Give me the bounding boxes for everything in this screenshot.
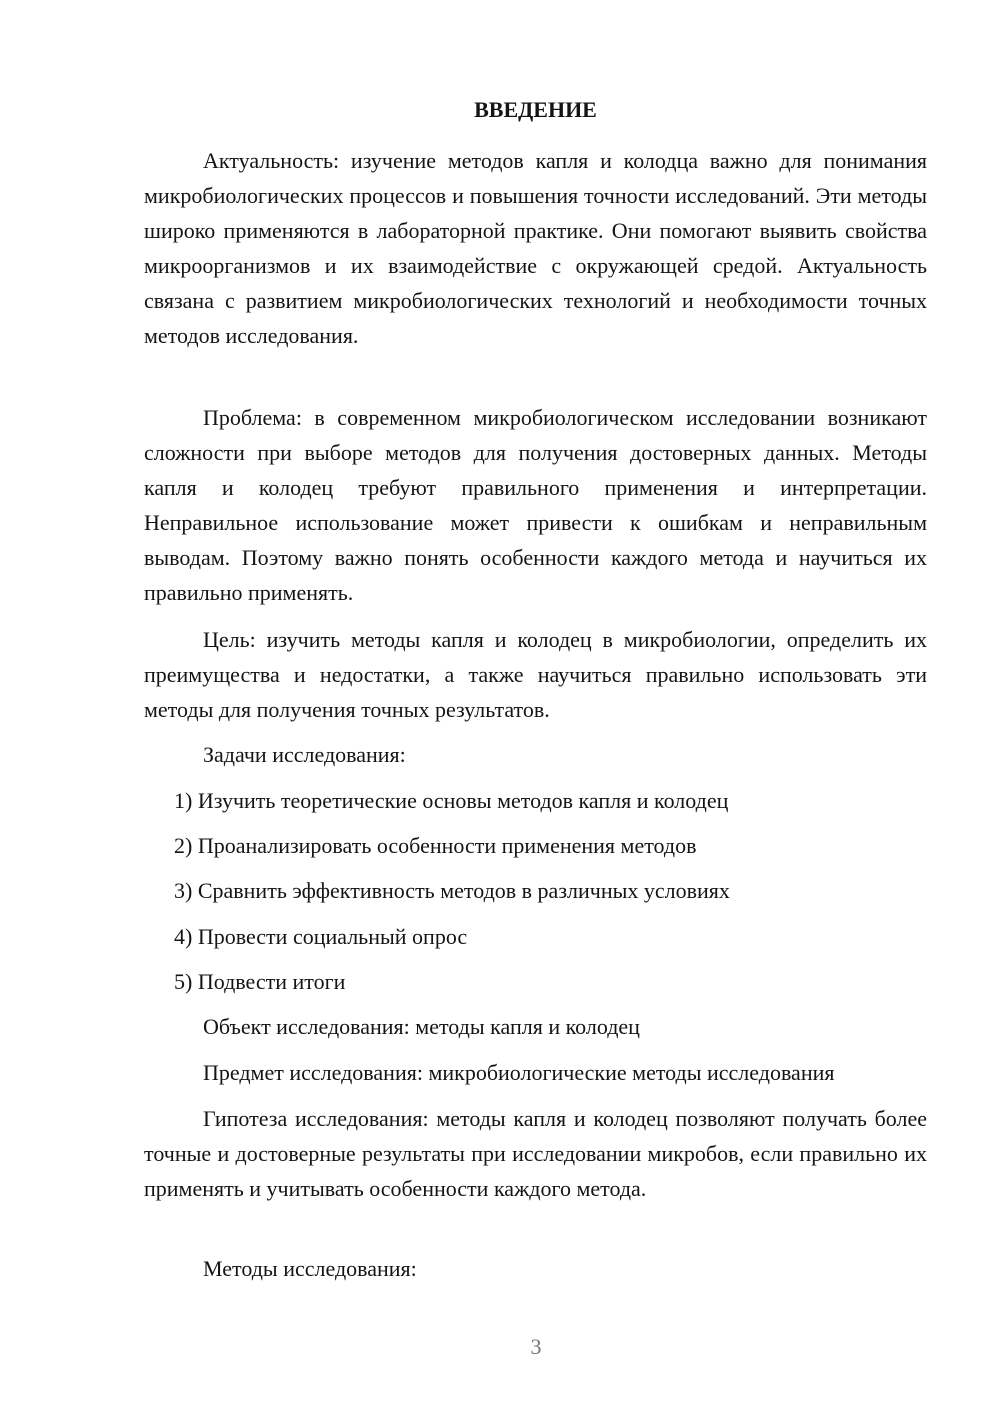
task-item-1: 1) Изучить теоретические основы методов капля и колодец: [174, 788, 729, 813]
page-number: 3: [530, 1334, 542, 1359]
paragraph-problem: Проблема: в современном микробиологическом исследовании возникают сложности при выборе методов для получения достоверных данных. Методы капля и колодец требуют правильного применения и интерпретации. Неправильное использование может привести к ошибкам и неправильным выводам. Поэтому важно понять особенности каждого метода и научиться их правильно применять.: [144, 405, 927, 605]
task-item-4: 4) Провести социальный опрос: [174, 924, 468, 949]
task-item-2: 2) Проанализировать особенности применения методов: [174, 833, 697, 858]
research-subject: Предмет исследования: микробиологические методы исследования: [203, 1060, 835, 1085]
page-heading: ВВЕДЕНИЕ: [474, 97, 597, 122]
research-object: Объект исследования: методы капля и колодец: [203, 1014, 640, 1039]
task-item-3: 3) Сравнить эффективность методов в различных условиях: [174, 878, 730, 903]
tasks-title: Задачи исследования:: [203, 742, 406, 767]
paragraph-relevance: Актуальность: изучение методов капля и колодца важно для понимания микробиологических процессов и повышения точности исследований. Эти методы широко применяются в лабораторной практике. Они помогают выявить свойства микроорганизмов и их взаимодействие с окружающей средой. Актуальность связана с развитием микробиологических технологий и необходимости точных методов исследования.: [144, 148, 927, 348]
methods-title: Методы исследования:: [203, 1256, 417, 1281]
paragraph-hypothesis: Гипотеза исследования: методы капля и колодец позволяют получать более точные и достоверные результаты при исследовании микробов, если правильно их применять и учитывать особенности каждого метода.: [144, 1106, 927, 1201]
paragraph-goal: Цель: изучить методы капля и колодец в микробиологии, определить их преимущества и недостатки, а также научиться правильно использовать эти методы для получения точных результатов.: [144, 627, 927, 722]
task-item-5: 5) Подвести итоги: [174, 969, 346, 994]
